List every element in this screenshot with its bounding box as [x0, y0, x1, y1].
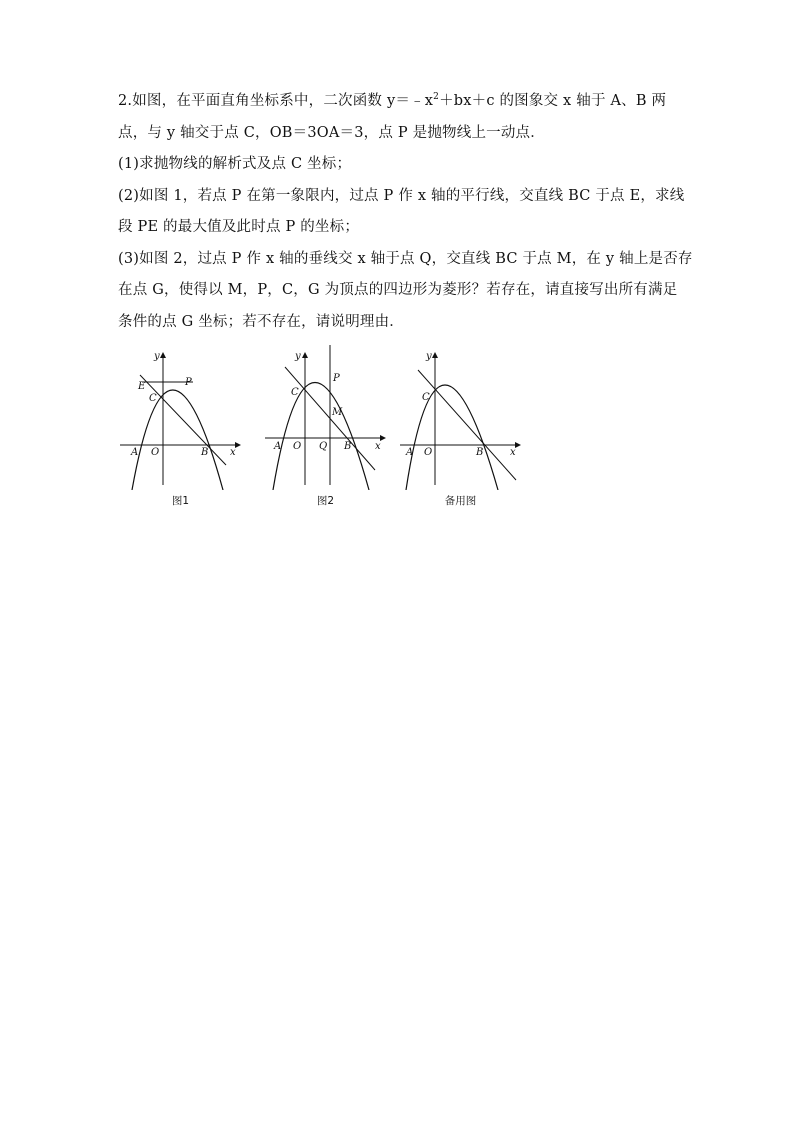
label-a: A [131, 447, 139, 458]
label-b: B [344, 441, 352, 452]
parabola [273, 383, 369, 491]
label-o: O [424, 447, 433, 458]
label-e: E [138, 381, 146, 392]
figures-row [118, 345, 528, 510]
problem-text [118, 86, 698, 338]
figure-2-caption: 图2 [316, 495, 335, 507]
label-m: M [332, 407, 343, 418]
problem-statement-line2: 点，与 y 轴交于点 C，OB＝3OA＝3，点 P 是抛物线上一动点． [118, 124, 545, 141]
label-p: P [333, 373, 340, 384]
label-y: y [295, 351, 301, 362]
label-p: P [185, 377, 192, 388]
problem-statement-line1: 2.如图，在平面直角坐标系中，二次函数 $y=﹣x^2+bx+c$ 的图象交 x 轴于 A、B 两 [118, 92, 667, 109]
question-3-line2: 在点 G，使得以 M，P，C，G 为顶点的四边形为菱形？若存在，请直接写出所有满足 [118, 282, 678, 298]
label-c: C [291, 387, 299, 398]
label-o: O [293, 441, 302, 452]
label-q: Q [319, 441, 328, 452]
figure-spare-graph [398, 345, 523, 490]
question-3-line3: 条件的点 G 坐标；若不存在，请说明理由． [118, 313, 404, 330]
label-c: C [422, 392, 430, 403]
label-a: A [274, 441, 282, 452]
label-x: x [510, 447, 516, 458]
figure-1 [118, 345, 243, 507]
label-o: O [151, 447, 160, 458]
question-2-line2: 段 PE 的最大值及此时点 P 的坐标； [118, 219, 360, 235]
label-b: B [476, 447, 484, 458]
figure-1-graph [118, 345, 243, 490]
parabola [406, 385, 498, 490]
question-3-line1: (3)如图 2，过点 P 作 x 轴的垂线交 x 轴于点 Q，交直线 BC 于点 M，在 y 轴上是否存 [118, 250, 693, 267]
parabola [132, 390, 223, 490]
figure-1-caption: 图1 [171, 495, 190, 507]
label-y: y [154, 351, 160, 362]
label-a: A [406, 447, 414, 458]
label-y: y [426, 351, 432, 362]
question-1: (1)求抛物线的解析式及点 C 坐标； [118, 156, 352, 172]
label-c: C [149, 393, 157, 404]
figure-spare [398, 345, 523, 507]
line-bc [418, 370, 516, 480]
label-x: x [230, 447, 236, 458]
question-2-line1: (2)如图 1，若点 P 在第一象限内，过点 P 作 x 轴的平行线，交直线 BC 于点 E，求线 [118, 187, 685, 204]
figure-2 [263, 345, 388, 507]
figure-2-graph [263, 345, 388, 490]
label-b: B [201, 447, 209, 458]
figure-spare-caption: 备用图 [444, 495, 477, 507]
label-x: x [375, 441, 381, 452]
